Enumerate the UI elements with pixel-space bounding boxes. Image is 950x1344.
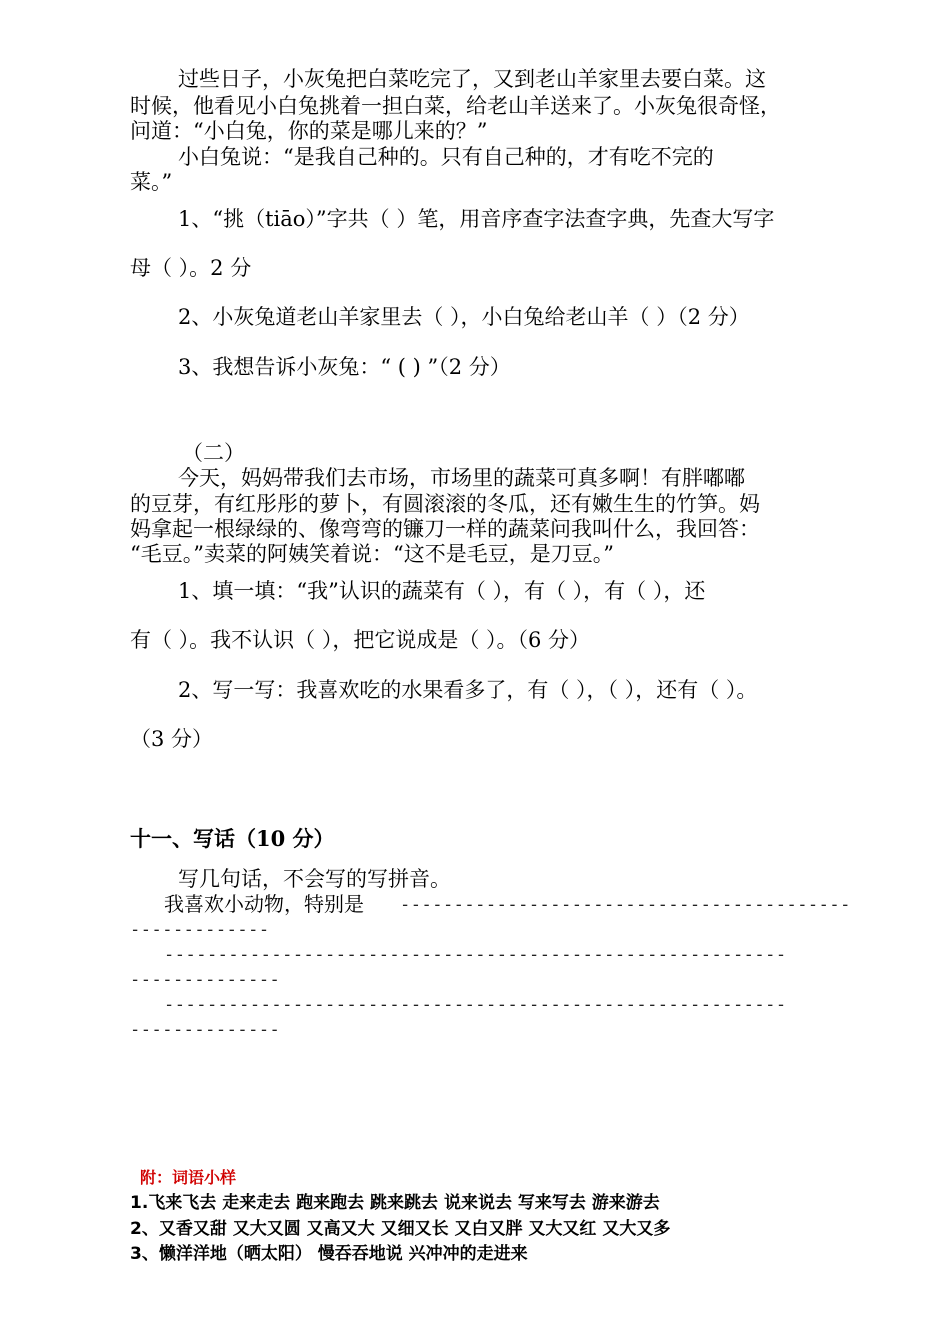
appendix-title: 附：词语小样: [140, 1168, 237, 1187]
passage1-line-4: 小白兔说：“是我自己种的。只有自己种的，才有吃不完的: [178, 145, 714, 169]
passage2-line-3: 妈拿起一根绿绿的、像弯弯的镰刀一样的蔬菜问我叫什么，我回答：: [130, 517, 760, 541]
passage2-line-2: 的豆芽，有红彤彤的萝卜，有圆滚滚的冬瓜，还有嫩生生的竹笋。妈: [130, 492, 760, 516]
section11-prompt: 我喜欢小动物，特别是: [164, 892, 364, 916]
passage2-line-1: 今天，妈妈带我们去市场，市场里的蔬菜可真多啊！有胖嘟嘟: [178, 466, 745, 490]
section11-title: 十一、写话（10 分）: [130, 826, 335, 851]
writing-line-3-tail[interactable]: --------------: [130, 1020, 281, 1040]
passage1-line-1: 过些日子，小灰兔把白菜吃完了，又到老山羊家里去要白菜。这: [178, 67, 766, 91]
passage2-question-2b: （3 分）: [130, 727, 214, 751]
writing-line-2-tail[interactable]: --------------: [130, 970, 281, 990]
section11-instruction: 写几句话，不会写的写拼音。: [178, 867, 451, 891]
appendix-row-1: 1.飞来飞去 走来走去 跑来跑去 跳来跳去 说来说去 写来写去 游来游去: [130, 1193, 660, 1213]
passage2-question-1b: 有（ ）。我不认识（ ），把它说成是（ ）。（6 分）: [130, 628, 591, 652]
passage1-question-1b: 母（ ）。2 分: [130, 256, 252, 280]
passage2-question-2a: 2、写一写：我喜欢吃的水果看多了，有（ ），（ ），还有（ ）。: [178, 678, 758, 702]
passage1-question-1a: 1、“挑（tiāo）”字共（ ）笔，用音序查字法查字典，先查大写字: [178, 207, 775, 231]
writing-line-3[interactable]: ----------------------------------------------------------: [164, 995, 787, 1015]
appendix-row-3: 3、懒洋洋地（晒太阳） 慢吞吞地说 兴冲冲的走进来: [130, 1244, 528, 1264]
passage1-question-3: 3、我想告诉小灰兔：“ ( ) ”（2 分）: [178, 355, 511, 379]
passage2-heading: （二）: [182, 441, 245, 465]
passage1-line-2: 时候，他看见小白兔挑着一担白菜，给老山羊送来了。小灰兔很奇怪，: [130, 94, 781, 118]
writing-line-1[interactable]: ------------------------------------------: [400, 895, 851, 915]
passage1-question-2: 2、小灰兔道老山羊家里去（ ），小白兔给老山羊（ ）（2 分）: [178, 305, 750, 329]
appendix-row-2: 2、又香又甜 又大又圆 又高又大 又细又长 又白又胖 又大又红 又大又多: [130, 1219, 671, 1239]
passage2-question-1a: 1、填一填：“我”认识的蔬菜有（ ），有（ ），有（ ），还: [178, 579, 706, 603]
writing-line-2[interactable]: ----------------------------------------------------------: [164, 945, 787, 965]
passage1-line-3: 问道：“小白兔，你的菜是哪儿来的？”: [130, 119, 488, 143]
passage2-line-4: “毛豆。”卖菜的阿姨笑着说：“这不是毛豆，是刀豆。”: [130, 542, 614, 566]
passage1-line-5: 菜。”: [130, 170, 173, 194]
writing-line-1-tail[interactable]: -------------: [130, 920, 270, 940]
